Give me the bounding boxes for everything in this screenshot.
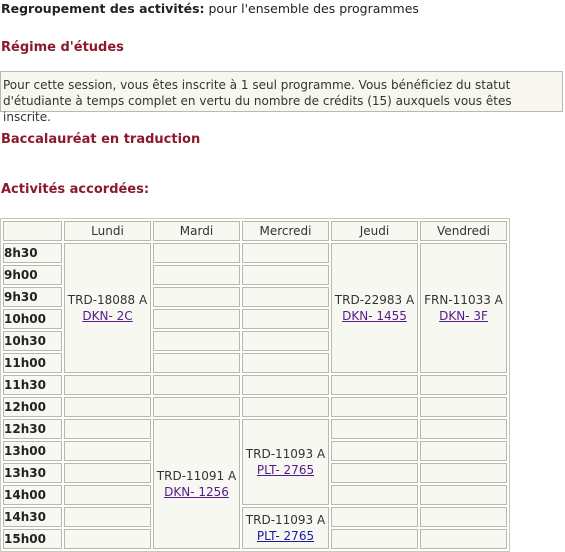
time-label: 10h00 <box>3 309 62 329</box>
empty-slot <box>331 529 418 549</box>
corner-cell <box>3 221 62 241</box>
course-block-mercredi-2 <box>242 507 329 549</box>
empty-slot <box>242 331 329 351</box>
empty-slot <box>64 375 151 395</box>
empty-slot <box>153 331 240 351</box>
time-label: 15h00 <box>3 529 62 549</box>
empty-slot <box>420 375 507 395</box>
grouping-line <box>1 1 419 16</box>
time-label: 12h00 <box>3 397 62 417</box>
time-label: 11h00 <box>3 353 62 373</box>
empty-slot <box>331 463 418 483</box>
room-link[interactable]: DKN- 2C <box>82 309 133 323</box>
empty-slot <box>331 419 418 439</box>
course-block-jeudi <box>331 243 418 373</box>
empty-slot <box>420 419 507 439</box>
time-label: 10h30 <box>3 331 62 351</box>
course-code: TRD-11093 A <box>245 513 326 527</box>
empty-slot <box>420 507 507 527</box>
schedule-table <box>0 218 510 552</box>
empty-slot <box>242 265 329 285</box>
empty-slot <box>153 353 240 373</box>
grouping-value: pour l'ensemble des programmes <box>208 1 419 16</box>
course-code: TRD-11093 A <box>245 447 326 461</box>
day-header-lundi: Lundi <box>64 221 151 241</box>
activities-heading: Activités accordées: <box>1 182 150 197</box>
time-label: 9h30 <box>3 287 62 307</box>
course-code: TRD-18088 A <box>67 293 148 307</box>
day-header-vendredi: Vendredi <box>420 221 507 241</box>
time-label: 8h30 <box>3 243 62 263</box>
regime-heading: Régime d'études <box>1 40 124 55</box>
empty-slot <box>331 441 418 461</box>
course-block-vendredi <box>420 243 507 373</box>
course-block-mercredi-1 <box>242 419 329 505</box>
room-link[interactable]: DKN- 3F <box>439 309 488 323</box>
empty-slot <box>64 441 151 461</box>
time-label: 12h30 <box>3 419 62 439</box>
day-header-mardi: Mardi <box>153 221 240 241</box>
day-header-mercredi: Mercredi <box>242 221 329 241</box>
room-link[interactable]: PLT- 2765 <box>256 463 315 477</box>
empty-slot <box>420 397 507 417</box>
empty-slot <box>64 485 151 505</box>
empty-slot <box>420 441 507 461</box>
time-label: 13h30 <box>3 463 62 483</box>
empty-slot <box>420 463 507 483</box>
room-link[interactable]: DKN- 1256 <box>164 485 229 499</box>
course-code: FRN-11033 A <box>424 293 503 307</box>
time-label: 9h00 <box>3 265 62 285</box>
room-link[interactable]: DKN- 1455 <box>342 309 407 323</box>
course-code: TRD-11091 A <box>156 469 237 483</box>
empty-slot <box>153 243 240 263</box>
room-link[interactable]: PLT- 2765 <box>256 529 315 543</box>
empty-slot <box>153 397 240 417</box>
empty-slot <box>242 243 329 263</box>
day-header-jeudi: Jeudi <box>331 221 418 241</box>
empty-slot <box>153 287 240 307</box>
course-block-lundi <box>64 243 151 373</box>
empty-slot <box>153 265 240 285</box>
empty-slot <box>64 419 151 439</box>
empty-slot <box>242 309 329 329</box>
time-label: 11h30 <box>3 375 62 395</box>
empty-slot <box>331 507 418 527</box>
empty-slot <box>420 485 507 505</box>
empty-slot <box>242 375 329 395</box>
program-title: Baccalauréat en traduction <box>1 132 201 147</box>
empty-slot <box>242 287 329 307</box>
grouping-label: Regroupement des activités: <box>1 1 205 16</box>
empty-slot <box>331 397 418 417</box>
empty-slot <box>64 529 151 549</box>
regime-notice: Pour cette session, vous êtes inscrite à 1 seul programme. Vous bénéficiez du statut d'étudiante à temps complet en vertu du nombre de crédits (15) auxquels vous êtes inscrite. <box>0 71 563 112</box>
empty-slot <box>420 529 507 549</box>
empty-slot <box>331 375 418 395</box>
course-code: TRD-22983 A <box>334 293 415 307</box>
empty-slot <box>153 375 240 395</box>
time-label: 14h30 <box>3 507 62 527</box>
time-label: 13h00 <box>3 441 62 461</box>
time-label: 14h00 <box>3 485 62 505</box>
empty-slot <box>153 309 240 329</box>
empty-slot <box>242 353 329 373</box>
empty-slot <box>64 463 151 483</box>
empty-slot <box>331 485 418 505</box>
empty-slot <box>64 397 151 417</box>
empty-slot <box>64 507 151 527</box>
course-block-mardi <box>153 419 240 549</box>
empty-slot <box>242 397 329 417</box>
